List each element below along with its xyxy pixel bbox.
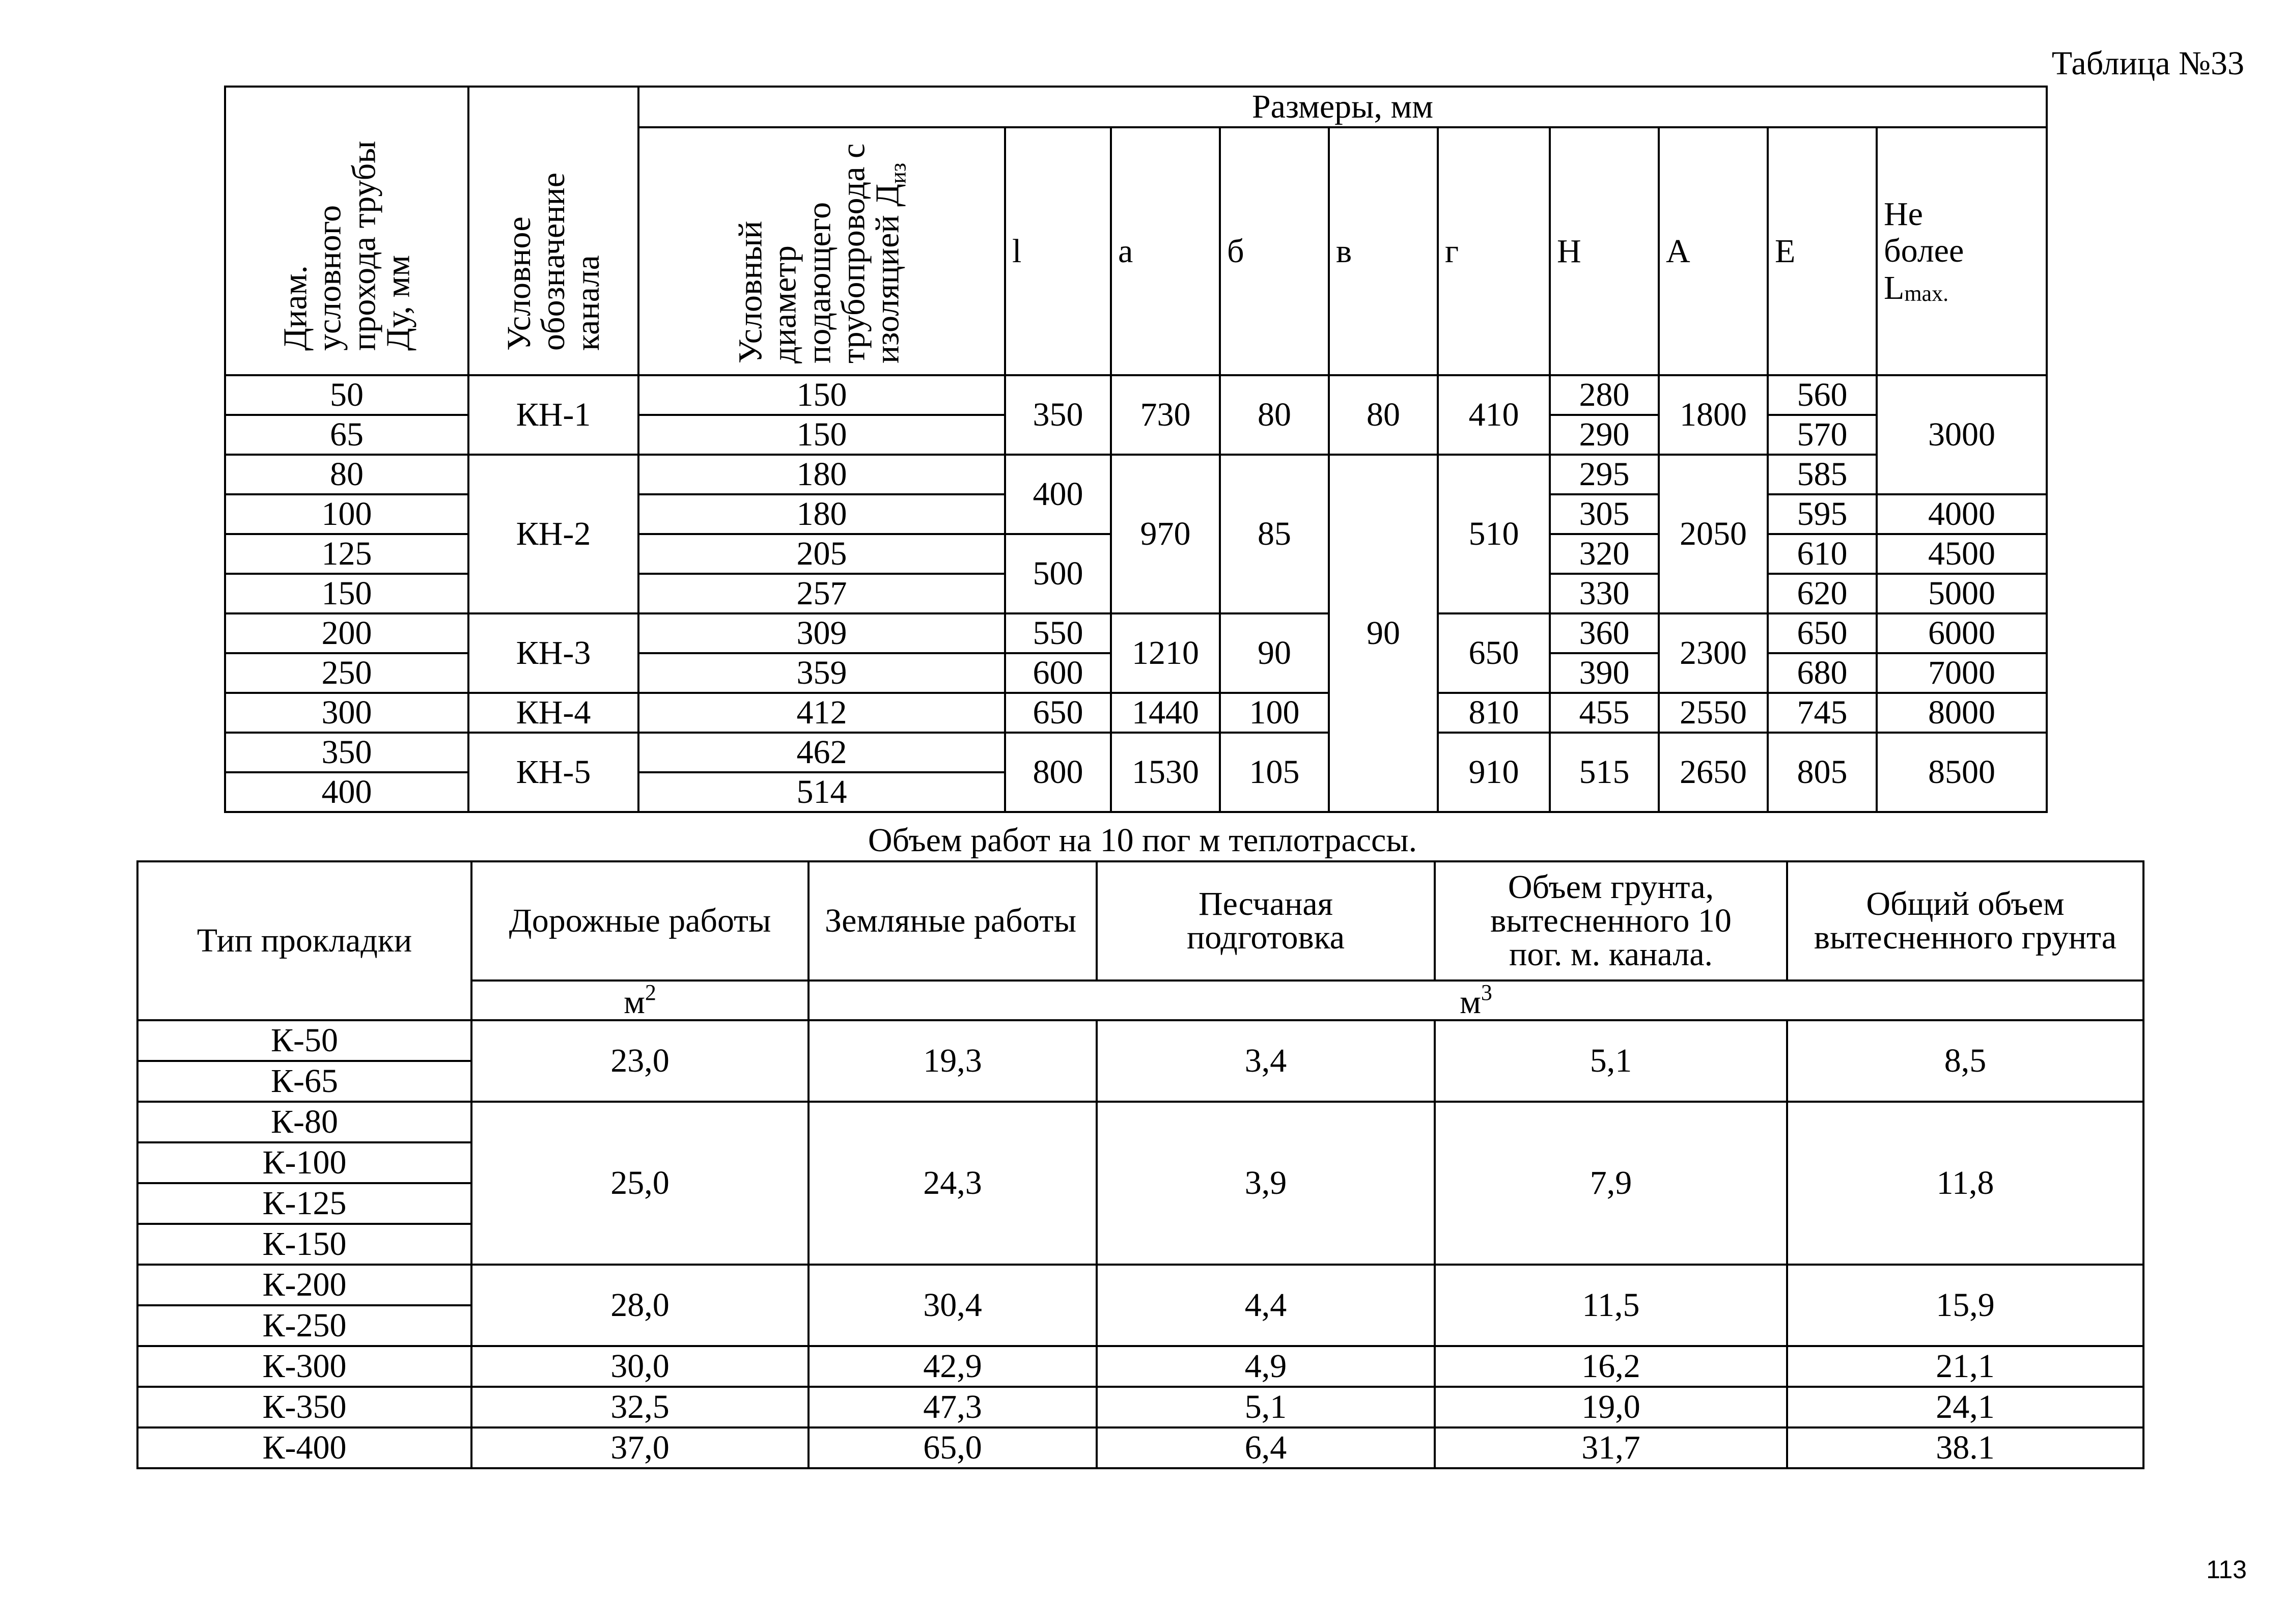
du-cell: 250 bbox=[225, 653, 468, 693]
header-E: Е bbox=[1768, 127, 1877, 375]
du-cell: 400 bbox=[225, 772, 468, 812]
du-cell: 80 bbox=[225, 455, 468, 494]
header-b: б bbox=[1220, 127, 1329, 375]
H-cell: 320 bbox=[1550, 534, 1659, 574]
table2-caption: Объем работ на 10 пог м теплотрассы. bbox=[868, 822, 1417, 859]
road-cell: 32,5 bbox=[471, 1387, 809, 1427]
unit-m2: $м^2$ bbox=[471, 981, 809, 1020]
lmax-cell: 8000 bbox=[1877, 693, 2047, 733]
A-cell: 1800 bbox=[1659, 375, 1768, 455]
sand-cell: 6,4 bbox=[1097, 1427, 1435, 1468]
soil-channel-cell: 16,2 bbox=[1435, 1346, 1787, 1387]
E-cell: 570 bbox=[1768, 415, 1877, 455]
lmax-cell: 6000 bbox=[1877, 613, 2047, 653]
H-cell: 390 bbox=[1550, 653, 1659, 693]
lmax-cell: 5000 bbox=[1877, 574, 2047, 613]
type-cell: К-50 bbox=[137, 1020, 471, 1061]
header-road: Дорожные работы bbox=[471, 861, 809, 981]
header-A: А bbox=[1659, 127, 1768, 375]
header-sand: Песчаная подготовка bbox=[1097, 861, 1435, 981]
H-cell: 360 bbox=[1550, 613, 1659, 653]
a-cell: 970 bbox=[1111, 455, 1220, 613]
type-cell: К-150 bbox=[137, 1224, 471, 1265]
header-H: Н bbox=[1550, 127, 1659, 375]
E-cell: 650 bbox=[1768, 613, 1877, 653]
work-volume-table bbox=[136, 860, 2144, 1469]
diz-cell: 180 bbox=[638, 455, 1005, 494]
soil-total-cell: 11,8 bbox=[1787, 1102, 2143, 1265]
g-cell: 510 bbox=[1438, 455, 1550, 613]
diz-cell: 205 bbox=[638, 534, 1005, 574]
l-cell: 600 bbox=[1005, 653, 1111, 693]
H-cell: 305 bbox=[1550, 494, 1659, 534]
du-cell: 50 bbox=[225, 375, 468, 415]
du-cell: 125 bbox=[225, 534, 468, 574]
g-cell: 810 bbox=[1438, 693, 1550, 733]
lmax-cell: 7000 bbox=[1877, 653, 2047, 693]
table-row bbox=[137, 1102, 2143, 1142]
unit-m3: $м^3$ bbox=[809, 981, 2143, 1020]
channel-cell: КН-4 bbox=[468, 693, 638, 733]
soil-total-cell: 38.1 bbox=[1787, 1427, 2143, 1468]
l-cell: 650 bbox=[1005, 693, 1111, 733]
road-cell: 28,0 bbox=[471, 1265, 809, 1346]
E-cell: 680 bbox=[1768, 653, 1877, 693]
soil-channel-cell: 31,7 bbox=[1435, 1427, 1787, 1468]
table-title: Таблица №33 bbox=[2051, 45, 2244, 82]
diz-cell: 150 bbox=[638, 375, 1005, 415]
H-cell: 290 bbox=[1550, 415, 1659, 455]
du-cell: 200 bbox=[225, 613, 468, 653]
E-cell: 595 bbox=[1768, 494, 1877, 534]
l-cell: 400 bbox=[1005, 455, 1111, 534]
g-cell: 410 bbox=[1438, 375, 1550, 455]
earth-cell: 24,3 bbox=[809, 1102, 1097, 1265]
channel-cell: КН-3 bbox=[468, 613, 638, 693]
A-cell: 2650 bbox=[1659, 733, 1768, 812]
header-lmax: Не более $L_{max.}$ bbox=[1877, 127, 2047, 375]
E-cell: 745 bbox=[1768, 693, 1877, 733]
du-cell: 100 bbox=[225, 494, 468, 534]
header-soil-channel: Объем грунта, вытесненного 10 пог. м. канала. bbox=[1435, 861, 1787, 981]
earth-cell: 19,3 bbox=[809, 1020, 1097, 1102]
road-cell: 37,0 bbox=[471, 1427, 809, 1468]
type-cell: К-100 bbox=[137, 1142, 471, 1183]
dimensions-table bbox=[224, 86, 2048, 813]
E-cell: 585 bbox=[1768, 455, 1877, 494]
A-cell: 2550 bbox=[1659, 693, 1768, 733]
header-earth: Земляные работы bbox=[809, 861, 1097, 981]
header-g: г bbox=[1438, 127, 1550, 375]
table-row bbox=[225, 455, 2047, 494]
header-pipe-diameter: Условный диаметр подающего трубопровода с изоляцией $Д_{из}$ bbox=[638, 127, 1005, 375]
H-cell: 455 bbox=[1550, 693, 1659, 733]
du-cell: 150 bbox=[225, 574, 468, 613]
header-a: а bbox=[1111, 127, 1220, 375]
type-cell: К-80 bbox=[137, 1102, 471, 1142]
header-diameter: Диам. условного прохода трубы Ду, мм bbox=[225, 87, 468, 375]
type-cell: К-300 bbox=[137, 1346, 471, 1387]
b-cell: 100 bbox=[1220, 693, 1329, 733]
soil-channel-cell: 11,5 bbox=[1435, 1265, 1787, 1346]
earth-cell: 65,0 bbox=[809, 1427, 1097, 1468]
b-cell: 85 bbox=[1220, 455, 1329, 613]
g-cell: 910 bbox=[1438, 733, 1550, 812]
soil-total-cell: 15,9 bbox=[1787, 1265, 2143, 1346]
type-cell: К-350 bbox=[137, 1387, 471, 1427]
du-cell: 350 bbox=[225, 733, 468, 772]
table-row bbox=[137, 1020, 2143, 1061]
type-cell: К-200 bbox=[137, 1265, 471, 1305]
H-cell: 280 bbox=[1550, 375, 1659, 415]
l-cell: 350 bbox=[1005, 375, 1111, 455]
A-cell: 2300 bbox=[1659, 613, 1768, 693]
table-row bbox=[137, 1427, 2143, 1468]
header-l: l bbox=[1005, 127, 1111, 375]
table-row bbox=[137, 1387, 2143, 1427]
header-designation: Условное обозначение канала bbox=[468, 87, 638, 375]
a-cell: 730 bbox=[1111, 375, 1220, 455]
soil-total-cell: 21,1 bbox=[1787, 1346, 2143, 1387]
type-cell: К-65 bbox=[137, 1061, 471, 1102]
header-soil-total: Общий объем вытесненного грунта bbox=[1787, 861, 2143, 981]
H-cell: 515 bbox=[1550, 733, 1659, 812]
table-row bbox=[225, 613, 2047, 653]
diz-cell: 257 bbox=[638, 574, 1005, 613]
sand-cell: 3,4 bbox=[1097, 1020, 1435, 1102]
lmax-cell: 3000 bbox=[1877, 375, 2047, 494]
v-cell: 90 bbox=[1329, 455, 1438, 812]
H-cell: 330 bbox=[1550, 574, 1659, 613]
diz-cell: 462 bbox=[638, 733, 1005, 772]
earth-cell: 30,4 bbox=[809, 1265, 1097, 1346]
lmax-cell: 4500 bbox=[1877, 534, 2047, 574]
A-cell: 2050 bbox=[1659, 455, 1768, 613]
a-cell: 1210 bbox=[1111, 613, 1220, 693]
channel-cell: КН-2 bbox=[468, 455, 638, 613]
road-cell: 23,0 bbox=[471, 1020, 809, 1102]
diz-cell: 412 bbox=[638, 693, 1005, 733]
type-cell: К-125 bbox=[137, 1183, 471, 1224]
sand-cell: 3,9 bbox=[1097, 1102, 1435, 1265]
diz-cell: 514 bbox=[638, 772, 1005, 812]
page-number: 113 bbox=[2206, 1555, 2247, 1584]
sand-cell: 4,4 bbox=[1097, 1265, 1435, 1346]
E-cell: 620 bbox=[1768, 574, 1877, 613]
header-sizes-group: Размеры, мм bbox=[638, 87, 2047, 127]
l-cell: 800 bbox=[1005, 733, 1111, 812]
road-cell: 25,0 bbox=[471, 1102, 809, 1265]
sand-cell: 5,1 bbox=[1097, 1387, 1435, 1427]
soil-channel-cell: 19,0 bbox=[1435, 1387, 1787, 1427]
l-cell: 550 bbox=[1005, 613, 1111, 653]
a-cell: 1440 bbox=[1111, 693, 1220, 733]
type-cell: К-250 bbox=[137, 1305, 471, 1346]
E-cell: 610 bbox=[1768, 534, 1877, 574]
diz-cell: 359 bbox=[638, 653, 1005, 693]
road-cell: 30,0 bbox=[471, 1346, 809, 1387]
table-row bbox=[225, 375, 2047, 415]
v-cell: 80 bbox=[1329, 375, 1438, 455]
diz-cell: 180 bbox=[638, 494, 1005, 534]
channel-cell: КН-1 bbox=[468, 375, 638, 455]
a-cell: 1530 bbox=[1111, 733, 1220, 812]
b-cell: 80 bbox=[1220, 375, 1329, 455]
E-cell: 805 bbox=[1768, 733, 1877, 812]
channel-cell: КН-5 bbox=[468, 733, 638, 812]
diz-cell: 150 bbox=[638, 415, 1005, 455]
table-row bbox=[137, 1265, 2143, 1305]
table-row bbox=[225, 733, 2047, 772]
g-cell: 650 bbox=[1438, 613, 1550, 693]
soil-channel-cell: 5,1 bbox=[1435, 1020, 1787, 1102]
lmax-cell: 8500 bbox=[1877, 733, 2047, 812]
header-type: Тип прокладки bbox=[137, 861, 471, 1020]
table-row bbox=[137, 1346, 2143, 1387]
du-cell: 300 bbox=[225, 693, 468, 733]
sand-cell: 4,9 bbox=[1097, 1346, 1435, 1387]
du-cell: 65 bbox=[225, 415, 468, 455]
header-v: в bbox=[1329, 127, 1438, 375]
b-cell: 90 bbox=[1220, 613, 1329, 693]
soil-channel-cell: 7,9 bbox=[1435, 1102, 1787, 1265]
lmax-cell: 4000 bbox=[1877, 494, 2047, 534]
diz-cell: 309 bbox=[638, 613, 1005, 653]
l-cell: 500 bbox=[1005, 534, 1111, 613]
soil-total-cell: 24,1 bbox=[1787, 1387, 2143, 1427]
E-cell: 560 bbox=[1768, 375, 1877, 415]
earth-cell: 47,3 bbox=[809, 1387, 1097, 1427]
table-row bbox=[225, 693, 2047, 733]
b-cell: 105 bbox=[1220, 733, 1329, 812]
soil-total-cell: 8,5 bbox=[1787, 1020, 2143, 1102]
type-cell: К-400 bbox=[137, 1427, 471, 1468]
H-cell: 295 bbox=[1550, 455, 1659, 494]
earth-cell: 42,9 bbox=[809, 1346, 1097, 1387]
